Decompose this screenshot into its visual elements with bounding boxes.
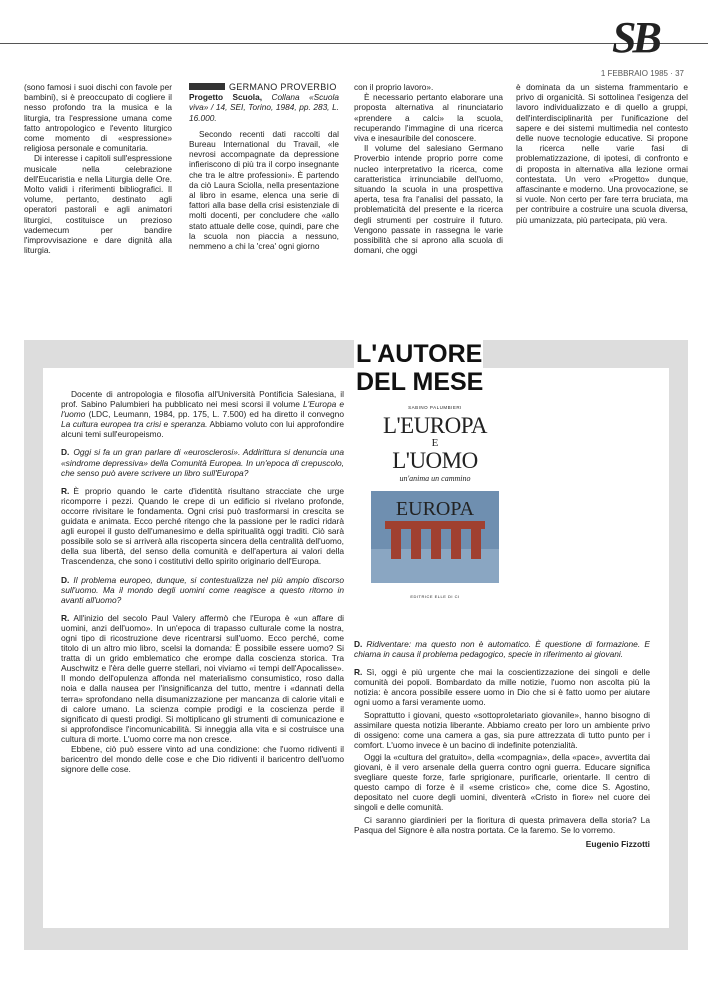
answer-continued: Soprattutto i giovani, questo «sottoproletariato giovanile», hanno bisogno di assimilare questa notizia liberante. Abbiamo creato per loro un ambiente privo di ossigeno: come una camera a gas, sia pure attrezzata di tutto punto per i comfort. L'uomo invece è un bacino di indefinite potenzialità. xyxy=(354,709,650,750)
answer-continued: Oggi la «cultura del gratuito», della «compagnia», della «pace», avvertita dai giovani, è il vero arsenale della guerra contro ogni guerra. Educare significa svegliare queste forze, farle sprigionare, purificarle, orientarle. Il centro di questo campo di forze è il «seme cristico» che, come dice S. Agostino, depositato nel cuore degli uomini, diventerà «Cristo in fiore» nel cuore dei singoli e delle comunità. xyxy=(354,751,650,813)
interview-left-column xyxy=(61,389,344,782)
book-cover xyxy=(360,405,510,615)
paragraph: (sono famosi i suoi dischi con favole per bambini), si è preoccupato di cogliere il nesso profondo tra la musica e la liturgia, tra l'espressione umana come fatto antropologico e l'evento liturgico come momento di «espressione» religiosa personale e comunitaria. xyxy=(24,82,172,154)
cover-author: SABINO PALUMBIERI xyxy=(408,405,462,410)
question: D. Oggi si fa un gran parlare di «eurosclerosi». Addirittura si denuncia una «sindrome depressiva» della Comunità Europea. In un'epoca di crepuscolo, che senso può avere scrivere un libro sull'Europa? xyxy=(61,447,344,478)
interview-right-column xyxy=(354,639,650,849)
header-rule xyxy=(0,43,708,44)
answer-continued: Ci saranno giardinieri per la fioritura di questa primavera della storia? La Pasqua del Signore è alla nostra portata. Ce la faremo. Se lo vorremo. xyxy=(354,814,650,835)
cover-publisher: EDITRICE ELLE DI CI xyxy=(410,594,460,599)
column-1 xyxy=(24,82,172,255)
paragraph: Secondo recenti dati raccolti dal Bureau International du Travail, «le nevrosi accompagnate da depressione infieriscono di più tra il corpo insegnante che tra le altre professioni». È partendo da ciò Laura Sciolla, nella presentazione al libro in esame, elenca una serie di fattori alla base della crisi esistenziale di molti docenti, per concludere che «allo stato attuale delle cose, quindi, pare che la scuola non piaccia a nessuno, nemmeno a chi la 'crea' ogni giorno xyxy=(189,128,339,252)
feature-headline: L'AUTORE DEL MESE xyxy=(356,340,484,396)
column-4 xyxy=(516,82,688,225)
answer-continued: Ebbene, ciò può essere vinto ad una condizione: che l'uomo ridiventi il baricentro del mondo delle cose e che Dio ridiventi il baricentro dell'uomo signore delle cose. xyxy=(61,744,344,775)
cover-illustration xyxy=(371,491,499,583)
question: D. Ridiventare: ma questo non è automatico. È questione di formazione. E chiama in causa il problema pedagogico, specie in riferimento ai giovani. xyxy=(354,639,650,660)
paragraph: è dominata da un sistema frammentario e privo di organicità. Si sottolinea l'esigenza del lavoro individualizzato e di quello a gruppi, dell'interdisciplinarità per l'unificazione del sapere e dei sistemi multimedia nel contesto delle nuove tecnologie educative. Si propone la ricerca nelle varie fasi di problematizzazione, di ipotesi, di confronto e di proposta in alternativa alla lezione ormai contestata. Un vero «Progetto» dunque, affascinante e moderno. Una provocazione, se si vuole. Non certo per fare terra bruciata, ma per contribuire a costruire una scuola diversa, più umanizzata, più partecipata, più vera. xyxy=(516,82,688,225)
cover-subtitle: un'anima un cammino xyxy=(399,474,471,483)
cover-title-2: L'UOMO xyxy=(392,448,478,473)
column-2 xyxy=(189,82,339,251)
answer: R. All'inizio del secolo Paul Valery affermò che l'Europa è «un affare di uomini, anzi dell'uomo». In un'epoca di trapasso culturale come la nostra, ogni tipo di ricostruzione deve ricentrarsi sull'uomo. Ecco perché, come titolo di un altro mio libro, scelsi la domanda: È possibile essere uomo? Si tratta di un grido emblematico che erompe dalla coscienza storica. Tra Auschwitz e l'èra delle guerre stellari, noi viviamo «i tempi dell'Apocalisse». Il mondo dell'opulenza affonda nel materialismo consumistico, roso dalla noia e dalla nausea per l'insignificanza del tutto, mentre i «dannati della terra» sprofondano nella disumanizzazione per mancanza di calorie vitali e di calore umano. La scienza compie prodigi e la coscienza perde il significato di questi prodigi. Si moltiplicano gli strumenti di comunicazione e si approfondisce l'incomunicabilità. Si inneggia alla vita e si costruisce una cultura di morte. L'uomo corre ma non cresce. xyxy=(61,612,344,744)
book-reference: Progetto Scuola, Collana «Scuola viva» / 14, SEI, Torino, 1984, pp. 283, L. 16.000. xyxy=(189,92,339,123)
paragraph: È necessario pertanto elaborare una proposta alternativa al rinunciatario «prendere a calci» la scuola, recuperando l'immagine di una ricerca viva e inesauribile del conoscere. xyxy=(354,92,503,144)
cover-illustration-text: EUROPA xyxy=(395,498,475,520)
paragraph: Di interesse i capitoli sull'espressione musicale nella celebrazione dell'Eucaristia e nella Liturgia delle Ore. Molto validi i riferimenti bibliografici. Il volume, pertanto, destinato agli operatori pastorali e agli animatori liturgici, costituisce un prezioso vademecum per bandire l'improvvisazione e dare dignità alla liturgia. xyxy=(24,153,172,256)
page-info: 1 FEBBRAIO 1985 · 37 xyxy=(600,69,684,78)
intro: Docente di antropologia e filosofia all'Università Pontificia Salesiana, il prof. Sabino Palumbieri ha pubblicato nei mesi scorsi il volume L'Europa e l'uomo (LDC, Leumann, 1984, pp. 175, L. 7.500) ed ha diretto il convegno La cultura europea tra crisi e speranza. Abbiamo voluto con lui approfondire alcuni temi sull'europeismo. xyxy=(61,389,345,440)
paragraph: Il volume del salesiano Germano Proverbio intende proprio porre come nucleo interpretativo la ricerca, come caratteristica irrinunciabile dell'uomo, situando la scuola in una prospettiva aperta, tesa fra l'analisi del passato, la problematicità del presente e la ricerca degli strumenti per costruire il futuro. Vengono passate in rassegna le varie possibilità che si aprono alla scuola di domani, che oggi xyxy=(354,143,503,256)
paragraph: con il proprio lavoro». xyxy=(354,82,434,92)
question: D. Il problema europeo, dunque, si contestualizza nel più ampio discorso sull'uomo. Ma il mondo degli uomini come reagisce a questo ritorno in avanti all'uomo? xyxy=(61,574,344,605)
column-3 xyxy=(354,82,503,255)
review-author: GERMANO PROVERBIO xyxy=(189,82,339,92)
author-bar xyxy=(189,83,225,90)
answer: R. È proprio quando le carte d'identità risultano stracciate che urge ricomporre i pezzi. Quando le crepe di un edificio si rivelano profonde, occorre rivisitare le fondamenta. Ogni crisi può trasformarsi in crescita se guidata e animata. Ecco perché ritengo che la passione per le radici ridarà agli europei il gusto dell'umanesimo e della spiritualità oggi traditi. Ciò sarà possibile solo se si arriverà alla riscoperta sincera della centralità dell'uomo, della sua libertà, del senso della comunità e dell'apertura ai valori della Trascendenza, che sono i costitutivi dello spirito originario dell'Europa. xyxy=(61,485,344,567)
signature: Eugenio Fizzotti xyxy=(585,838,650,849)
magazine-logo: SB xyxy=(612,13,658,62)
cover-title-e: E xyxy=(431,437,439,449)
cover-title: L'EUROPA xyxy=(382,413,488,438)
answer: R. Sì, oggi è più urgente che mai la coscientizzazione dei singoli e delle comunità dei popoli. Bombardato da mille notizie, l'uomo non ascolta più la notizia: è ancora possibile essere uomo in Dio che si è fatto uomo per aiutare ogni uomo a farsi veramente uomo. xyxy=(354,667,650,708)
